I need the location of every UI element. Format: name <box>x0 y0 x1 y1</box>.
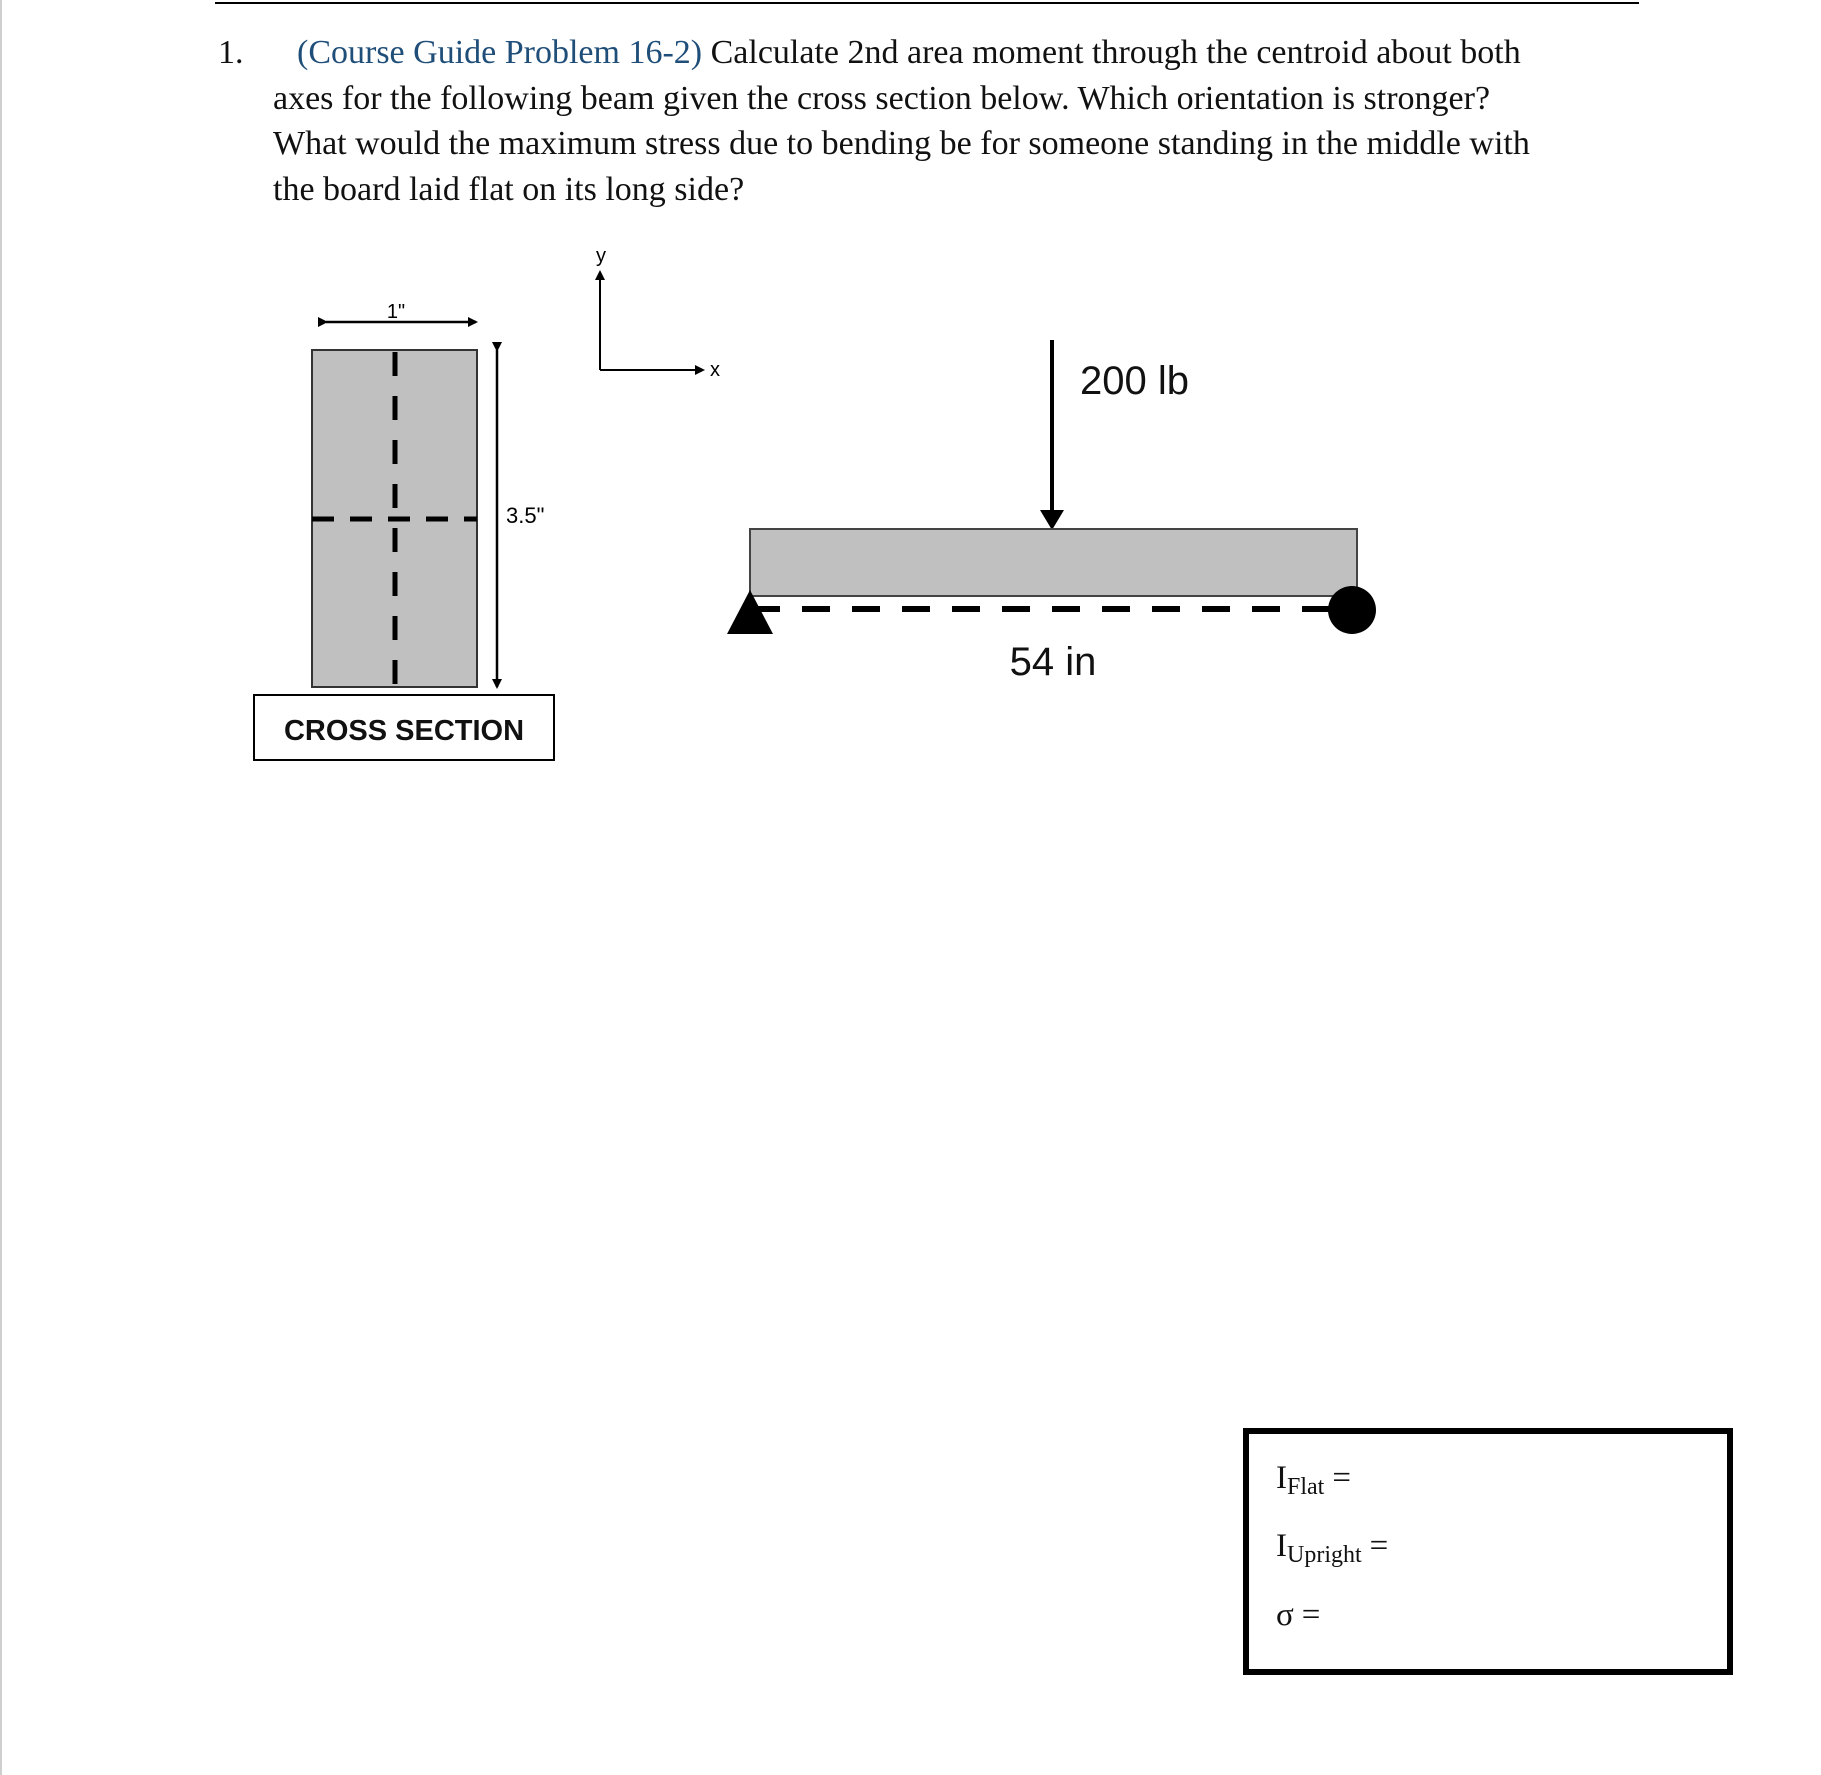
i-upright-symbol: I <box>1276 1528 1287 1564</box>
problem-reference: (Course Guide Problem 16-2) <box>297 34 703 71</box>
answer-sigma <box>1276 1597 1320 1634</box>
problem-line-2: axes for the following beam given the cross section below. Which orientation is stronger? <box>273 79 1491 117</box>
i-flat-symbol: I <box>1276 1460 1287 1496</box>
i-flat-subscript: Flat <box>1287 1474 1325 1500</box>
roller-support <box>1328 586 1376 634</box>
beam-diagram <box>727 340 1376 684</box>
sigma-symbol: σ <box>1276 1597 1294 1633</box>
answer-box <box>1243 1428 1733 1675</box>
answer-i-upright <box>1276 1528 1389 1568</box>
span-label: 54 in <box>1009 640 1097 684</box>
cross-section-caption: CROSS SECTION <box>283 715 525 747</box>
problem-number: 1. <box>218 34 244 71</box>
answer-i-flat <box>1276 1460 1351 1500</box>
problem-line-3: What would the maximum stress due to bending be for someone standing in the middle with <box>273 125 1530 162</box>
i-flat-equals: = <box>1332 1460 1351 1496</box>
coordinate-axes <box>596 245 720 381</box>
i-upright-equals: = <box>1369 1528 1389 1564</box>
height-label: 3.5" <box>506 503 545 528</box>
load-arrow-head <box>1040 510 1064 530</box>
load-label: 200 lb <box>1080 359 1189 403</box>
i-upright-subscript: Upright <box>1287 1542 1362 1568</box>
cross-section <box>254 301 560 760</box>
x-axis-label: x <box>710 359 720 381</box>
sigma-equals: = <box>1301 1597 1321 1633</box>
y-axis-label: y <box>596 245 606 267</box>
beam-body <box>750 529 1357 596</box>
problem-line-1-text: Calculate 2nd area moment through the centroid about both <box>702 34 1521 71</box>
width-label: 1" <box>386 301 406 323</box>
problem-line-4: the board laid flat on its long side? <box>273 170 745 208</box>
